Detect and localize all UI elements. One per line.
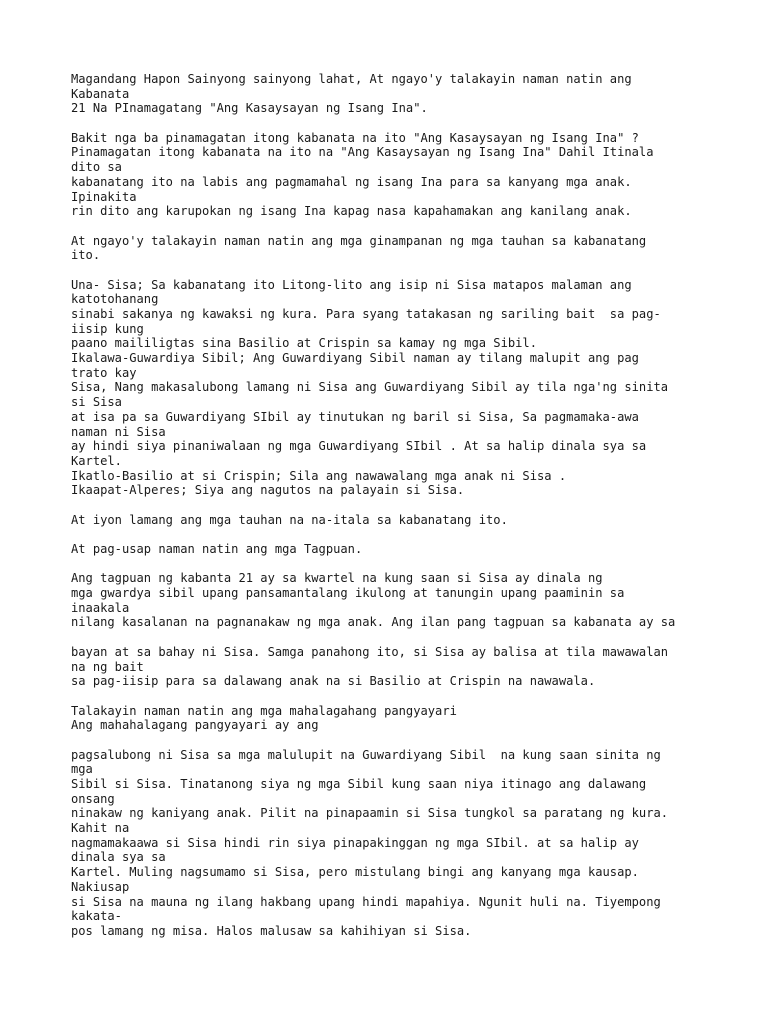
text-line: si Sisa na mauna ng ilang hakbang upang hindi mapahiya. Ngunit huli na. Tiyempong [71,894,661,909]
paragraph-setting [71,571,731,630]
text-line: inaakala [71,600,130,615]
text-line: Ikaapat-Alperes; Siya ang nagutos na palayain si Sisa. [71,483,465,498]
text-line: naman ni Sisa [71,424,166,439]
paragraph-events [71,748,731,939]
paragraph-title-explanation [71,131,731,219]
paragraph-characters-end [71,513,731,528]
text-line: sa pag-iisip para sa dalawang anak na si Basilio at Crispin na nawawala. [71,674,596,689]
text-line: kakata- [71,909,122,924]
text-line: Kartel. Muling nagsumamo si Sisa, pero mistulang bingi ang kanyang mga kausap. [71,865,639,880]
text-line: 21 Na PInamagatang "Ang Kasaysayan ng Isang Ina". [71,101,428,116]
text-line: mga [71,762,93,777]
text-line: pagsalubong ni Sisa sa mga malulupit na Guwardiyang Sibil na kung saan sinita ng [71,747,661,762]
text-line: Kartel. [71,453,122,468]
text-line: ito. [71,248,101,263]
text-line: at isa pa sa Guwardiyang SIbil ay tinutukan ng baril si Sisa, Sa pagmamaka-awa [71,409,639,424]
text-line: nilang kasalanan na pagnanakaw ng mga anak. Ang ilan pang tagpuan sa kabanata ay sa [71,615,676,630]
text-line: sinabi sakanya ng kawaksi ng kura. Para syang tatakasan ng sariling bait sa pag- [71,307,661,321]
text-line: bayan at sa bahay ni Sisa. Samga panahong ito, si Sisa ay balisa at tila mawawalan [71,644,669,659]
text-line: katotohanang [71,292,159,307]
document-page [71,72,731,953]
text-line: paano maililigtas sina Basilio at Crispin sa kamay ng mga Sibil. [71,336,537,351]
text-line: si Sisa [71,395,122,410]
text-line: Nakiusap [71,879,130,894]
paragraph-greeting [71,72,731,116]
text-line: ay hindi siya pinaniwalaan ng mga Guwardiyang SIbil . At sa halip dinala sya sa [71,439,647,454]
text-line: kabanatang ito na labis ang pagmamahal ng isang Ina para sa kanyang mga anak. [71,174,632,189]
text-line: ninakaw ng kaniyang anak. Pilit na pinapaamin si Sisa tungkol sa paratang ng kura. [71,806,669,821]
text-line: Ang tagpuan ng kabanta 21 ay sa kwartel na kung saan si Sisa ay dinala ng [71,571,603,586]
text-line: mga gwardya sibil upang pansamantalang ikulong at tanungin upang paaminin sa [71,586,625,601]
text-line: Pinamagatan itong kabanata na ito na "Ang Kasaysayan ng Isang Ina" Dahil Itinala [71,145,654,160]
text-line: onsang [71,791,115,806]
text-line: At ngayo'y talakayin naman natin ang mga ginampanan ng mga tauhan sa kabanatang [71,233,647,248]
text-line: Ikalawa-Guwardiya Sibil; Ang Guwardiyang Sibil naman ay tilang malupit ang pag [71,351,639,366]
text-line: dinala sya sa [71,850,166,865]
text-line: Ipinakita [71,189,137,204]
text-line: Ang mahahalagang pangyayari ay ang [71,718,319,733]
text-line: Ikatlo-Basilio at si Crispin; Sila ang nawawalang mga anak ni Sisa . [71,468,567,483]
text-line: pos lamang ng misa. Halos malusaw sa kahihiyan si Sisa. [71,923,472,938]
text-line: Magandang Hapon Sainyong sainyong lahat, At ngayo'y talakayin naman natin ang [71,72,632,86]
text-line: Bakit nga ba pinamagatan itong kabanata na ito "Ang Kasaysayan ng Isang Ina" ? [71,130,639,145]
paragraph-setting-continued [71,645,731,689]
text-line: na ng bait [71,659,144,674]
text-line: nagmamakaawa si Sisa hindi rin siya pinapakinggan ng mga SIbil. at sa halip ay [71,835,639,850]
text-line: dito sa [71,160,122,175]
text-line: rin dito ang karupokan ng isang Ina kapag nasa kapahamakan ang kanilang anak. [71,204,632,219]
text-line: Kahit na [71,821,130,836]
paragraph-characters [71,278,731,498]
text-line: Talakayin naman natin ang mga mahalagahang pangyayari [71,703,457,718]
paragraph-characters-intro [71,234,731,263]
text-line: Kabanata [71,86,130,101]
text-line: At iyon lamang ang mga tauhan na na-itala sa kabanatang ito. [71,512,508,527]
text-line: At pag-usap naman natin ang mga Tagpuan. [71,542,363,556]
text-line: Sibil si Sisa. Tinatanong siya ng mga Sibil kung saan niya itinago ang dalawang [71,777,647,791]
paragraph-events-intro [71,704,731,733]
text-line: trato kay [71,365,137,380]
paragraph-setting-intro [71,542,731,557]
text-line: iisip kung [71,321,144,336]
text-line: Una- Sisa; Sa kabanatang ito Litong-lito ang isip ni Sisa matapos malaman ang [71,277,632,292]
text-line: Sisa, Nang makasalubong lamang ni Sisa ang Guwardiyang Sibil ay tila nga'ng sinita [71,380,669,395]
